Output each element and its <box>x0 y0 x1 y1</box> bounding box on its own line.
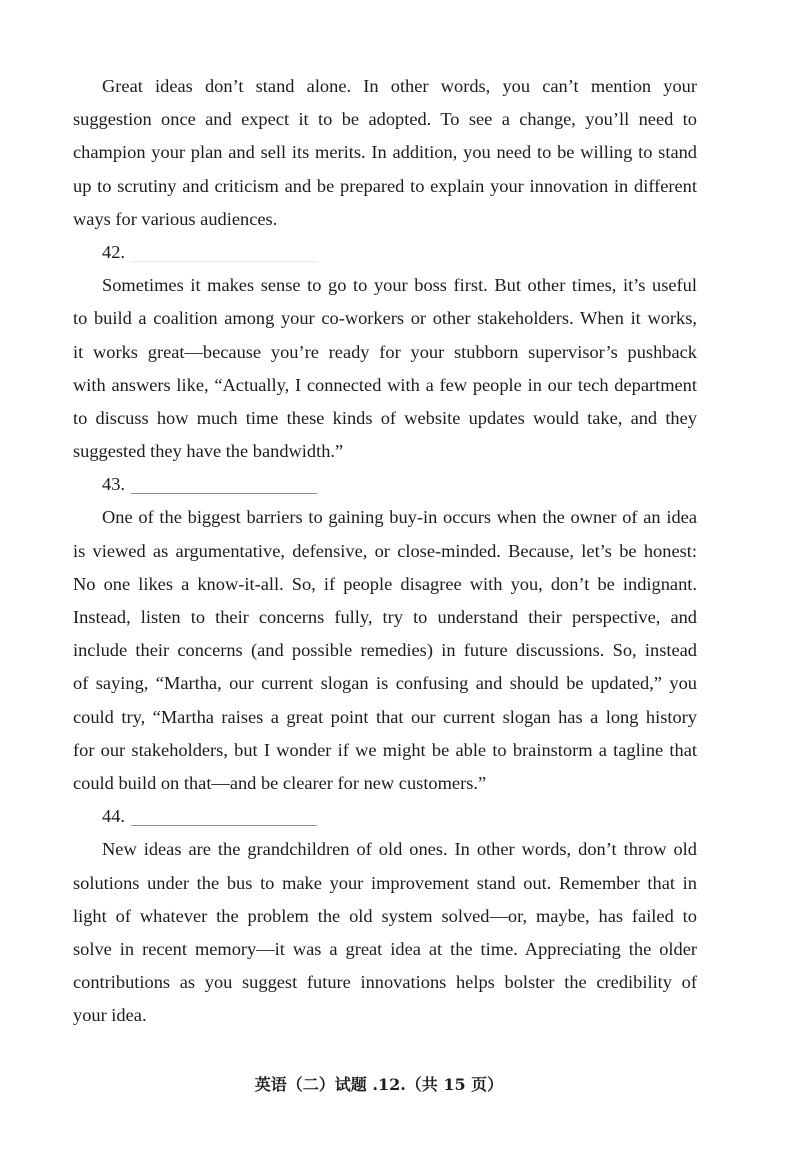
paragraph-line: include their concerns (and possible remedies) in future discussions. So, instead <box>73 640 697 661</box>
question-42 <box>73 236 697 269</box>
paragraph-line: One of the biggest barriers to gaining buy-in occurs when the owner of an idea <box>102 507 697 528</box>
paragraph-line: could build on that—and be clearer for new customers.” <box>73 772 487 793</box>
paragraph-line: Great ideas don’t stand alone. In other words, you can’t mention your <box>102 76 697 96</box>
question-number: 42. <box>102 241 125 262</box>
paragraph-line: contributions as you suggest future innovations helps bolster the credibility of <box>73 972 697 993</box>
question-43 <box>73 468 697 501</box>
question-44 <box>73 800 697 833</box>
paragraph-line: Instead, listen to their concerns fully, try to understand their perspective, and <box>73 607 697 627</box>
question-number: 43. <box>102 474 125 495</box>
paragraph-line: of saying, “Martha, our current slogan is confusing and should be updated,” you <box>73 673 697 694</box>
paragraph-line: light of whatever the problem the old system solved—or, maybe, has failed to <box>73 905 697 926</box>
answer-blank-44 <box>131 815 317 826</box>
paragraph-line: it works great—because you’re ready for your stubborn supervisor’s pushback <box>73 341 697 362</box>
paragraph-line: for our stakeholders, but I wonder if we might be able to brainstorm a tagline that <box>73 739 697 760</box>
paragraph-line: ways for various audiences. <box>73 208 278 229</box>
paragraph-line: with answers like, “Actually, I connected with a few people in our tech department <box>73 374 697 395</box>
question-number: 44. <box>102 806 125 827</box>
paragraph-line: up to scrutiny and criticism and be prepared to explain your innovation in different <box>73 175 697 196</box>
answer-blank-42 <box>131 251 317 262</box>
paragraph-line: to discuss how much time these kinds of website updates would take, and they <box>73 407 697 428</box>
paragraph-line: your idea. <box>73 1005 147 1026</box>
exam-page <box>73 70 697 1032</box>
paragraph-line: could try, “Martha raises a great point that our current slogan has a long history <box>73 706 697 727</box>
paragraph-line: suggested they have the bandwidth.” <box>73 441 344 462</box>
page-footer: 英语（二）试题 .12.（共 15 页） <box>254 1075 504 1094</box>
paragraph-line: is viewed as argumentative, defensive, or close-minded. Because, let’s be honest: <box>73 540 697 561</box>
answer-blank-43 <box>131 483 317 494</box>
paragraph-line: champion your plan and sell its merits. In addition, you need to be willing to stand <box>73 142 697 163</box>
paragraph-2 <box>73 269 697 468</box>
paragraph-4 <box>73 833 697 1032</box>
paragraph-line: Sometimes it makes sense to go to your boss first. But other times, it’s useful <box>102 275 697 296</box>
paragraph-line: to build a coalition among your co-workers or other stakeholders. When it works, <box>73 308 697 329</box>
paragraph-3 <box>73 501 697 800</box>
paragraph-line: No one likes a know-it-all. So, if people disagree with you, don’t be indignant. <box>73 573 697 594</box>
paragraph-1 <box>73 70 697 236</box>
paragraph-line: solutions under the bus to make your improvement stand out. Remember that in <box>73 872 697 893</box>
paragraph-line: solve in recent memory—it was a great idea at the time. Appreciating the older <box>73 938 697 959</box>
paragraph-line: suggestion once and expect it to be adopted. To see a change, you’ll need to <box>73 109 697 130</box>
paragraph-line: New ideas are the grandchildren of old ones. In other words, don’t throw old <box>102 839 697 860</box>
